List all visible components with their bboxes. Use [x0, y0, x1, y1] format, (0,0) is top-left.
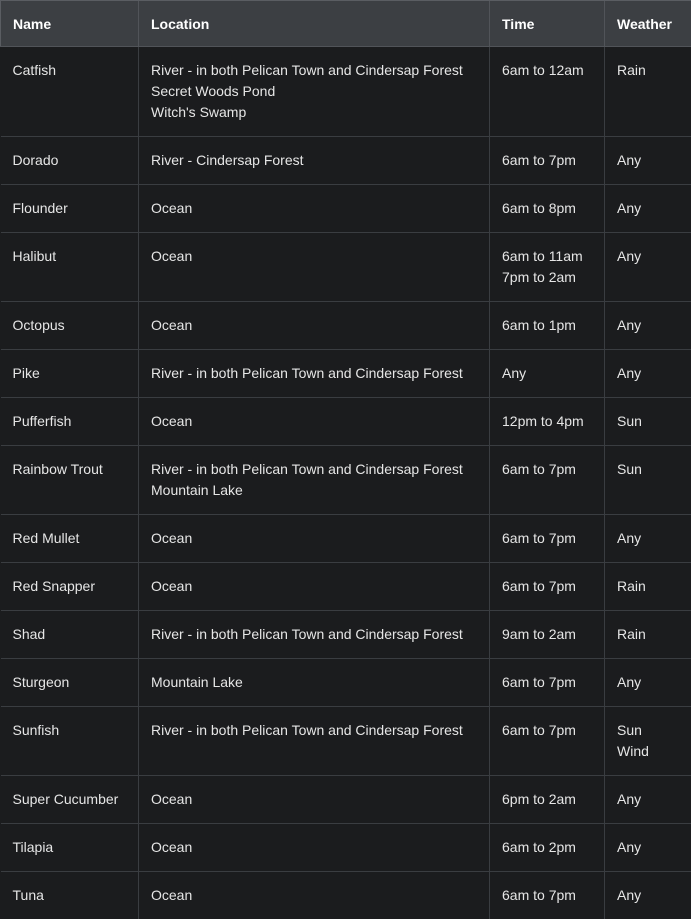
location-cell: [139, 398, 490, 446]
weather-line: Any: [617, 198, 691, 219]
time-cell: [490, 776, 605, 824]
location-cell: [139, 137, 490, 185]
weather-line: Any: [617, 837, 691, 858]
time-line: 6am to 7pm: [502, 576, 604, 597]
location-line: Ocean: [151, 528, 489, 549]
weather-line: Rain: [617, 624, 691, 645]
header-location: Location: [139, 1, 490, 47]
time-cell: [490, 350, 605, 398]
weather-line: Wind: [617, 741, 691, 762]
location-line: Witch's Swamp: [151, 102, 489, 123]
fish-name-cell: Red Snapper: [1, 563, 139, 611]
location-cell: [139, 776, 490, 824]
weather-line: Rain: [617, 576, 691, 597]
weather-cell: [605, 398, 691, 446]
fish-name-cell: Sturgeon: [1, 659, 139, 707]
time-line: Any: [502, 363, 604, 384]
header-weather: Weather: [605, 1, 691, 47]
time-line: 6am to 12am: [502, 60, 604, 81]
fish-name-cell: Flounder: [1, 185, 139, 233]
weather-cell: [605, 446, 691, 515]
time-cell: [490, 707, 605, 776]
location-line: River - in both Pelican Town and Cindersap Forest: [151, 624, 489, 645]
table-row: [1, 446, 691, 515]
location-cell: [139, 824, 490, 872]
weather-cell: [605, 47, 691, 137]
weather-cell: [605, 185, 691, 233]
location-line: Ocean: [151, 411, 489, 432]
time-cell: [490, 47, 605, 137]
fish-name-cell: Catfish: [1, 47, 139, 137]
location-line: Ocean: [151, 315, 489, 336]
weather-line: Sun: [617, 459, 691, 480]
time-cell: [490, 233, 605, 302]
fish-name-cell: Super Cucumber: [1, 776, 139, 824]
time-cell: [490, 611, 605, 659]
table-row: [1, 776, 691, 824]
time-line: 6am to 8pm: [502, 198, 604, 219]
location-cell: [139, 872, 490, 919]
weather-line: Any: [617, 246, 691, 267]
weather-line: Sun: [617, 720, 691, 741]
weather-cell: [605, 659, 691, 707]
weather-line: Any: [617, 528, 691, 549]
header-time: Time: [490, 1, 605, 47]
fish-name-cell: Shad: [1, 611, 139, 659]
table-row: [1, 137, 691, 185]
location-cell: [139, 302, 490, 350]
table-row: [1, 563, 691, 611]
location-line: River - in both Pelican Town and Cindersap Forest: [151, 60, 489, 81]
location-line: Ocean: [151, 837, 489, 858]
weather-line: Sun: [617, 411, 691, 432]
time-line: 6am to 2pm: [502, 837, 604, 858]
weather-cell: [605, 707, 691, 776]
weather-line: Any: [617, 885, 691, 906]
location-line: Mountain Lake: [151, 672, 489, 693]
time-line: 7pm to 2am: [502, 267, 604, 288]
location-line: River - in both Pelican Town and Cindersap Forest: [151, 459, 489, 480]
time-cell: [490, 302, 605, 350]
time-cell: [490, 398, 605, 446]
location-line: Ocean: [151, 246, 489, 267]
table-row: [1, 302, 691, 350]
fish-name-cell: Rainbow Trout: [1, 446, 139, 515]
location-line: Ocean: [151, 885, 489, 906]
fish-name-cell: Pike: [1, 350, 139, 398]
time-line: 6am to 11am: [502, 246, 604, 267]
table-row: [1, 233, 691, 302]
time-cell: [490, 824, 605, 872]
weather-line: Rain: [617, 60, 691, 81]
time-cell: [490, 137, 605, 185]
table-row: [1, 398, 691, 446]
weather-cell: [605, 824, 691, 872]
table-header: [1, 1, 691, 47]
table-row: [1, 47, 691, 137]
location-line: Mountain Lake: [151, 480, 489, 501]
table-row: [1, 611, 691, 659]
time-cell: [490, 185, 605, 233]
header-row: [1, 1, 691, 47]
weather-cell: [605, 350, 691, 398]
time-cell: [490, 659, 605, 707]
table-row: [1, 707, 691, 776]
table-body: [1, 47, 691, 919]
weather-cell: [605, 563, 691, 611]
location-cell: [139, 707, 490, 776]
time-cell: [490, 446, 605, 515]
time-line: 6am to 7pm: [502, 528, 604, 549]
weather-line: Any: [617, 315, 691, 336]
weather-line: Any: [617, 672, 691, 693]
location-cell: [139, 350, 490, 398]
fish-name-cell: Dorado: [1, 137, 139, 185]
weather-cell: [605, 515, 691, 563]
weather-cell: [605, 302, 691, 350]
fish-name-cell: Pufferfish: [1, 398, 139, 446]
weather-cell: [605, 611, 691, 659]
location-cell: [139, 515, 490, 563]
time-line: 6am to 7pm: [502, 720, 604, 741]
table-row: [1, 872, 691, 919]
weather-cell: [605, 776, 691, 824]
weather-cell: [605, 137, 691, 185]
table-row: [1, 824, 691, 872]
location-cell: [139, 446, 490, 515]
time-line: 9am to 2am: [502, 624, 604, 645]
weather-line: Any: [617, 150, 691, 171]
fish-name-cell: Octopus: [1, 302, 139, 350]
weather-line: Any: [617, 789, 691, 810]
time-line: 6am to 7pm: [502, 150, 604, 171]
table-row: [1, 185, 691, 233]
header-name: Name: [1, 1, 139, 47]
table-row: [1, 515, 691, 563]
time-cell: [490, 872, 605, 919]
location-cell: [139, 233, 490, 302]
location-cell: [139, 47, 490, 137]
weather-cell: [605, 233, 691, 302]
fish-name-cell: Tuna: [1, 872, 139, 919]
time-line: 6am to 7pm: [502, 459, 604, 480]
location-line: River - Cindersap Forest: [151, 150, 489, 171]
weather-line: Any: [617, 363, 691, 384]
weather-cell: [605, 872, 691, 919]
fish-name-cell: Red Mullet: [1, 515, 139, 563]
location-cell: [139, 185, 490, 233]
location-line: Ocean: [151, 576, 489, 597]
table-row: [1, 659, 691, 707]
location-cell: [139, 611, 490, 659]
time-cell: [490, 563, 605, 611]
time-line: 12pm to 4pm: [502, 411, 604, 432]
time-line: 6am to 7pm: [502, 885, 604, 906]
time-line: 6am to 7pm: [502, 672, 604, 693]
location-line: Ocean: [151, 198, 489, 219]
location-cell: [139, 563, 490, 611]
time-line: 6am to 1pm: [502, 315, 604, 336]
time-cell: [490, 515, 605, 563]
location-line: River - in both Pelican Town and Cindersap Forest: [151, 363, 489, 384]
location-line: Secret Woods Pond: [151, 81, 489, 102]
fish-name-cell: Tilapia: [1, 824, 139, 872]
location-cell: [139, 659, 490, 707]
time-line: 6pm to 2am: [502, 789, 604, 810]
fish-name-cell: Halibut: [1, 233, 139, 302]
location-line: Ocean: [151, 789, 489, 810]
location-line: River - in both Pelican Town and Cindersap Forest: [151, 720, 489, 741]
fish-name-cell: Sunfish: [1, 707, 139, 776]
table-row: [1, 350, 691, 398]
